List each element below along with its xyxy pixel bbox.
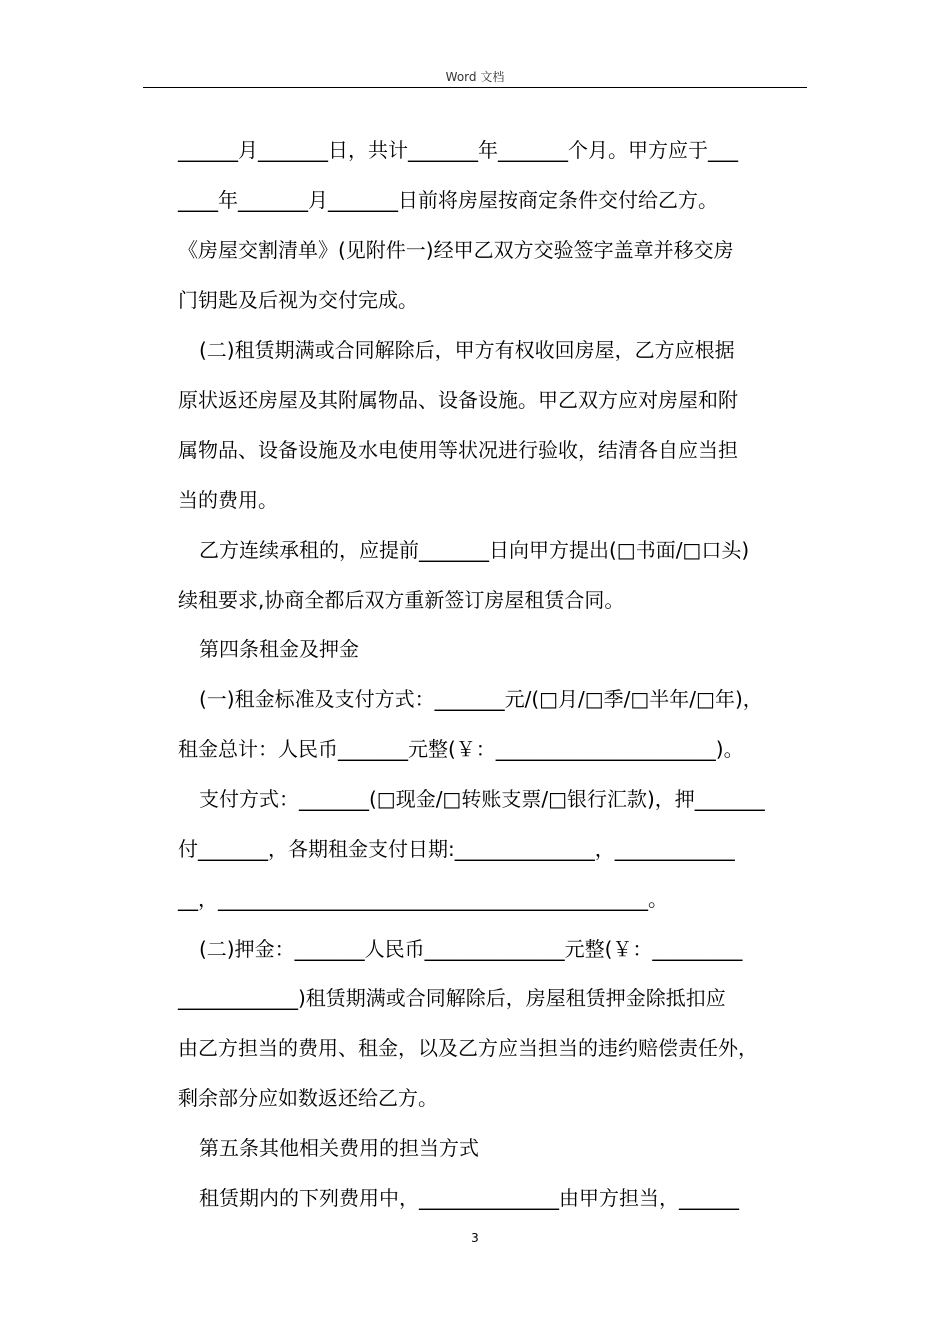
section-heading: 第五条其他相关费用的担当方式 <box>199 1136 479 1160</box>
text-line: 租赁期内的下列费用中，______________由甲方担当，______ <box>199 1186 739 1210</box>
text-line: (二)租赁期满或合同解除后，甲方有权收回房屋，乙方应根据 <box>199 338 735 362</box>
text-line: 租金总计：人民币_______元整(￥：______________________)。 <box>178 737 744 761</box>
text-line: 属物品、设备设施及水电使用等状况进行验收，结清各自应当担 <box>178 438 738 462</box>
text-line: (二)押金：_______人民币______________元整(￥：_________ <box>199 937 743 961</box>
text-line: 支付方式：_______(□现金/□转账支票/□银行汇款)，押_______ <box>199 787 765 811</box>
text-line: 续租要求,协商全都后双方重新签订房屋租赁合同。 <box>178 588 625 612</box>
text-line: 当的费用。 <box>178 488 278 512</box>
page-number: 3 <box>471 1231 479 1245</box>
text-line: 由乙方担当的费用、租金，以及乙方应当担当的违约赔偿责任外， <box>178 1036 758 1060</box>
text-line: (一)租金标准及支付方式：_______元/(□月/□季/□半年/□年)， <box>199 687 763 711</box>
text-line: ____年_______月_______日前将房屋按商定条件交付给乙方。 <box>178 188 718 212</box>
text-line: __，___________________________________________。 <box>178 887 668 911</box>
header-rule <box>143 87 807 88</box>
text-line: 乙方连续承租的，应提前_______日向甲方提出(□书面/□口头) <box>199 538 750 562</box>
header-title: Word 文档 <box>445 70 505 84</box>
text-line: 剩余部分应如数返还给乙方。 <box>178 1086 438 1110</box>
text-line: ____________)租赁期满或合同解除后，房屋租赁押金除抵扣应 <box>178 986 726 1010</box>
text-line: 付_______，各期租金支付日期:______________，____________ <box>178 837 735 861</box>
text-line: ______月_______日，共计_______年_______个月。甲方应于___ <box>178 138 738 162</box>
section-heading: 第四条租金及押金 <box>199 637 359 661</box>
text-line: 门钥匙及后视为交付完成。 <box>178 288 418 312</box>
text-line: 《房屋交割清单》(见附件一)经甲乙双方交验签字盖章并移交房 <box>178 238 734 262</box>
text-line: 原状返还房屋及其附属物品、设备设施。甲乙双方应对房屋和附 <box>178 388 738 412</box>
